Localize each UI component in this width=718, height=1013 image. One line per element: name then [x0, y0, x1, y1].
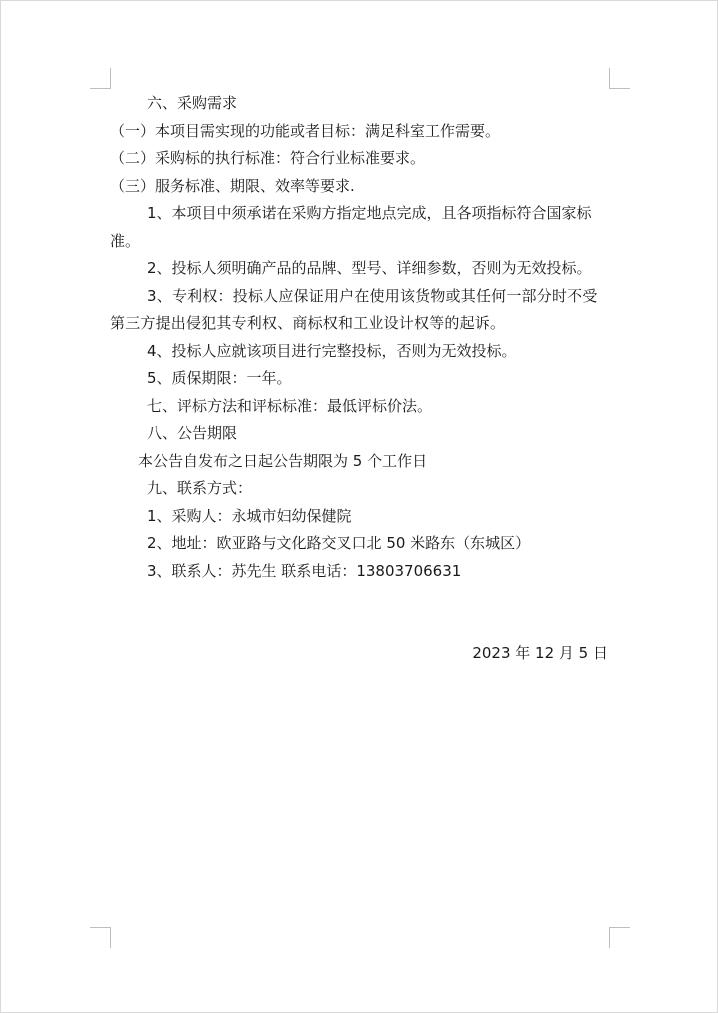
section-6-item-3: （三）服务标准、期限、效率等要求.: [110, 176, 355, 195]
requirement-paragraph-3: 3、专利权：投标人应保证用户在使用该货物或其任何一部分时不受第三方提出侵犯其专利权、商标权和工业设计权等的起诉。: [110, 286, 598, 332]
requirement-paragraph-4: 4、投标人应就该项目进行完整投标，否则为无效投标。: [147, 341, 517, 360]
section-8-text: 本公告自发布之日起公告期限为 5 个工作日: [138, 451, 428, 470]
document-body: [110, 90, 608, 668]
contact-purchaser: 1、采购人：永城市妇幼保健院: [147, 506, 352, 525]
section-8-heading: 八、公告期限: [147, 424, 238, 442]
requirement-paragraph-1: 1、本项目中须承诺在采购方指定地点完成，且各项指标符合国家标准。: [110, 204, 592, 250]
requirement-paragraph-5: 5、质保期限：一年。: [147, 369, 292, 387]
section-6-item-1: （一）本项目需实现的功能或者目标：满足科室工作需要。: [110, 121, 501, 140]
section-6-item-2: （二）采购标的执行标准：符合行业标准要求。: [110, 149, 426, 167]
contact-person-phone: 3、联系人：苏先生 联系电话：13803706631: [147, 561, 462, 580]
section-9-heading: 九、联系方式：: [147, 479, 253, 497]
document-date: 2023 年 12 月 5 日: [472, 644, 608, 662]
section-7-heading: 七、评标方法和评标标准：最低评标价法。: [147, 396, 433, 415]
crop-mark-bottom-left: [90, 927, 111, 948]
crop-mark-top-left: [90, 68, 111, 89]
section-6-heading: 六、采购需求: [147, 94, 238, 112]
date-spacer: [110, 585, 608, 640]
crop-mark-bottom-right: [609, 927, 630, 948]
crop-mark-top-right: [609, 68, 630, 89]
contact-address: 2、地址：欧亚路与文化路交叉口北 50 米路东（东城区）: [147, 534, 531, 552]
requirement-paragraph-2: 2、投标人须明确产品的品牌、型号、详细参数，否则为无效投标。: [147, 259, 592, 277]
